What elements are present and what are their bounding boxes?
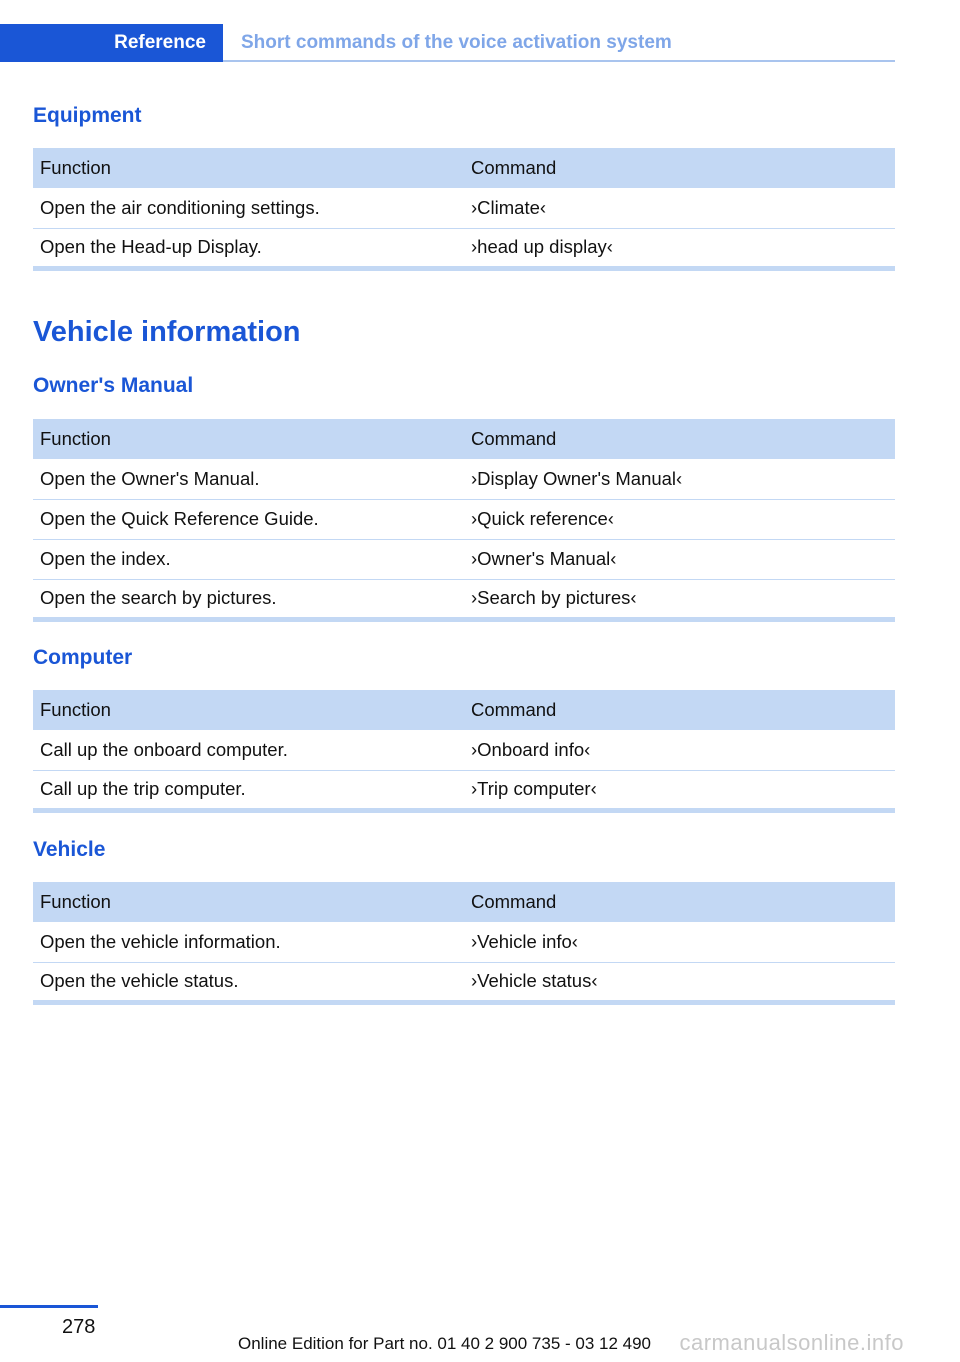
table-row — [33, 188, 895, 228]
command-cell: ›Display Owner's Manual‹ — [464, 459, 895, 499]
col-command: Command — [464, 690, 895, 730]
command-cell: ›Onboard info‹ — [464, 730, 895, 770]
function-cell: Open the Owner's Manual. — [33, 459, 464, 499]
col-command: Command — [464, 419, 895, 459]
table-row — [33, 579, 895, 619]
heading-equipment: Equipment — [33, 104, 142, 127]
col-function: Function — [33, 882, 464, 922]
table-row — [33, 770, 895, 810]
command-cell: ›Search by pictures‹ — [464, 579, 895, 619]
function-cell: Open the vehicle information. — [33, 922, 464, 962]
table-header-row — [33, 690, 895, 730]
heading-owners-manual: Owner's Manual — [33, 374, 194, 397]
function-cell: Open the Head-up Display. — [33, 228, 464, 268]
header-rule — [223, 60, 895, 62]
table-row — [33, 539, 895, 579]
heading-computer: Computer — [33, 646, 133, 669]
table-header-row — [33, 419, 895, 459]
command-cell: ›Vehicle status‹ — [464, 962, 895, 1002]
page-number: 278 — [62, 1316, 96, 1338]
footer-rule — [0, 1305, 98, 1308]
function-cell: Open the vehicle status. — [33, 962, 464, 1002]
table-owners-manual — [33, 419, 895, 622]
chapter-title: Short commands of the voice activation system — [241, 32, 672, 53]
table-row — [33, 962, 895, 1002]
function-cell: Call up the onboard computer. — [33, 730, 464, 770]
function-cell: Open the air conditioning settings. — [33, 188, 464, 228]
table-header-row — [33, 148, 895, 188]
col-function: Function — [33, 148, 464, 188]
table-row — [33, 459, 895, 499]
command-cell: ›Trip computer‹ — [464, 770, 895, 810]
table-row — [33, 499, 895, 539]
function-cell: Open the search by pictures. — [33, 579, 464, 619]
table-row — [33, 228, 895, 268]
table-row — [33, 922, 895, 962]
command-cell: ›Owner's Manual‹ — [464, 539, 895, 579]
heading-vehicle: Vehicle — [33, 838, 106, 861]
command-cell: ›head up display‹ — [464, 228, 895, 268]
section-tab: Reference — [0, 24, 223, 62]
col-command: Command — [464, 882, 895, 922]
table-header-row — [33, 882, 895, 922]
heading-vehicle-information: Vehicle information — [33, 316, 301, 348]
col-function: Function — [33, 419, 464, 459]
edition-note: Online Edition for Part no. 01 40 2 900 735 - 03 12 490 — [238, 1334, 652, 1353]
function-cell: Open the Quick Reference Guide. — [33, 499, 464, 539]
command-cell: ›Climate‹ — [464, 188, 895, 228]
table-row — [33, 730, 895, 770]
function-cell: Call up the trip computer. — [33, 770, 464, 810]
command-cell: ›Vehicle info‹ — [464, 922, 895, 962]
command-cell: ›Quick reference‹ — [464, 499, 895, 539]
table-vehicle — [33, 882, 895, 1005]
table-computer — [33, 690, 895, 813]
watermark: carmanualsonline.info — [679, 1330, 904, 1355]
page-header — [0, 24, 895, 62]
col-command: Command — [464, 148, 895, 188]
table-equipment — [33, 148, 895, 271]
function-cell: Open the index. — [33, 539, 464, 579]
col-function: Function — [33, 690, 464, 730]
